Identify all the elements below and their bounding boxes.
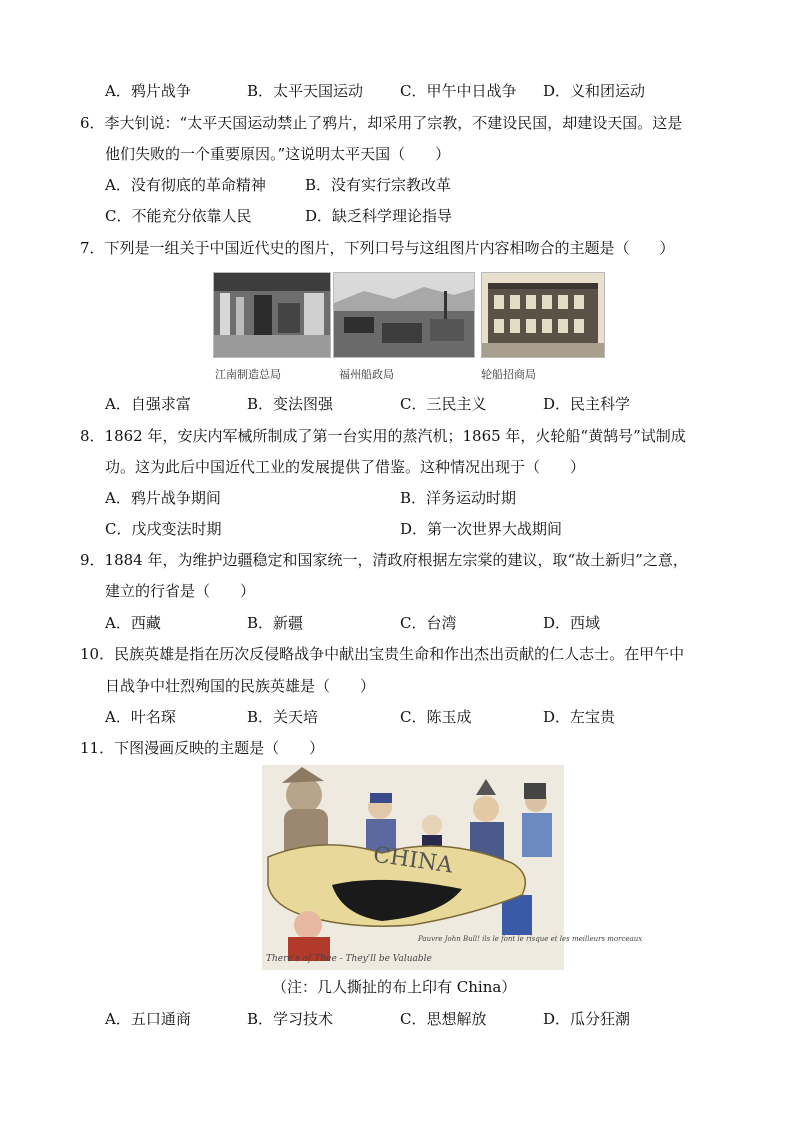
q10-stem-line1: 10．民族英雄是指在历次反侵略战争中献出宝贵生命和作出杰出贡献的仁人志士。在甲午中 <box>80 645 685 663</box>
q6-option-d[interactable]: D．缺乏科学理论指导 <box>305 207 453 225</box>
q8-option-c[interactable]: C．戊戌变法时期 <box>105 520 222 538</box>
q10-stem-line2: 日战争中壮烈殉国的民族英雄是（ ） <box>105 677 376 695</box>
q9-stem-line2: 建立的行省是（ ） <box>105 582 256 600</box>
q11-cartoon-caption-right: Pauvre John Bull! ils le font le risque et les meilleurs morceaux <box>418 935 643 943</box>
q6-option-b[interactable]: B．没有实行宗教改革 <box>305 176 452 194</box>
q8-option-a[interactable]: A．鸦片战争期间 <box>105 489 221 507</box>
q11-option-d[interactable]: D．瓜分狂潮 <box>543 1010 631 1028</box>
q7-option-d[interactable]: D．民主科学 <box>543 395 631 413</box>
q9-option-a[interactable]: A．西藏 <box>105 614 161 632</box>
q9-option-d[interactable]: D．西域 <box>543 614 601 632</box>
q5-option-c[interactable]: C．甲午中日战争 <box>400 82 517 100</box>
q8-option-b[interactable]: B．洋务运动时期 <box>400 489 517 507</box>
q11-cloth-text: CHINA <box>371 842 455 879</box>
q7-caption-1: 江南制造总局 <box>215 368 281 381</box>
q6-option-a[interactable]: A．没有彻底的革命精神 <box>105 176 266 194</box>
q11-option-a[interactable]: A．五口通商 <box>105 1010 191 1028</box>
q6-stem-line1: 6．李大钊说：“太平天国运动禁止了鸦片，却采用了宗教，不建设民国，却建设天国。这是 <box>80 114 683 132</box>
q7-photo-fuzhou-shipyard <box>333 272 475 358</box>
q5-option-a[interactable]: A．鸦片战争 <box>105 82 191 100</box>
q8-stem-line1: 8．1862 年，安庆内军械所制成了第一台实用的蒸汽机；1865 年，火轮船“黄鹄号”试制成 <box>80 427 686 445</box>
q7-option-c[interactable]: C．三民主义 <box>400 395 487 413</box>
q10-option-c[interactable]: C．陈玉成 <box>400 708 472 726</box>
q6-option-c[interactable]: C．不能充分依靠人民 <box>105 207 252 225</box>
q5-option-b[interactable]: B．太平天国运动 <box>247 82 364 100</box>
q7-caption-2: 福州船政局 <box>339 368 394 381</box>
q5-option-d[interactable]: D．义和团运动 <box>543 82 646 100</box>
q7-stem: 7．下列是一组关于中国近代史的图片，下列口号与这组图片内容相吻合的主题是（ ） <box>80 239 675 257</box>
q11-option-c[interactable]: C．思想解放 <box>400 1010 487 1028</box>
q9-stem-line1: 9．1884 年，为维护边疆稳定和国家统一，清政府根据左宗棠的建议，取“故土新归”之意， <box>80 551 688 569</box>
q7-caption-3: 轮船招商局 <box>481 368 536 381</box>
q9-option-b[interactable]: B．新疆 <box>247 614 304 632</box>
q10-option-b[interactable]: B．关天培 <box>247 708 319 726</box>
q11-option-b[interactable]: B．学习技术 <box>247 1010 334 1028</box>
q8-option-d[interactable]: D．第一次世界大战期间 <box>400 520 563 538</box>
q10-option-a[interactable]: A．叶名琛 <box>105 708 176 726</box>
q7-option-b[interactable]: B．变法图强 <box>247 395 334 413</box>
q9-option-c[interactable]: C．台湾 <box>400 614 457 632</box>
q8-stem-line2: 功。这为此后中国近代工业的发展提供了借鉴。这种情况出现于（ ） <box>105 458 586 476</box>
q11-note: （注：几人撕扯的布上印有 China） <box>272 978 517 996</box>
q11-cartoon-partition-of-china <box>262 765 643 970</box>
q10-option-d[interactable]: D．左宝贵 <box>543 708 616 726</box>
q7-option-a[interactable]: A．自强求富 <box>105 395 191 413</box>
q7-photo-jiangnan-arsenal <box>213 272 331 358</box>
q7-photo-china-merchants-steam <box>481 272 605 358</box>
q11-stem: 11．下图漫画反映的主题是（ ） <box>80 739 325 757</box>
q11-cartoon-caption-left: There's of Thee - They'll be Valuable <box>266 954 432 964</box>
q6-stem-line2: 他们失败的一个重要原因。”这说明太平天国（ ） <box>105 145 451 163</box>
